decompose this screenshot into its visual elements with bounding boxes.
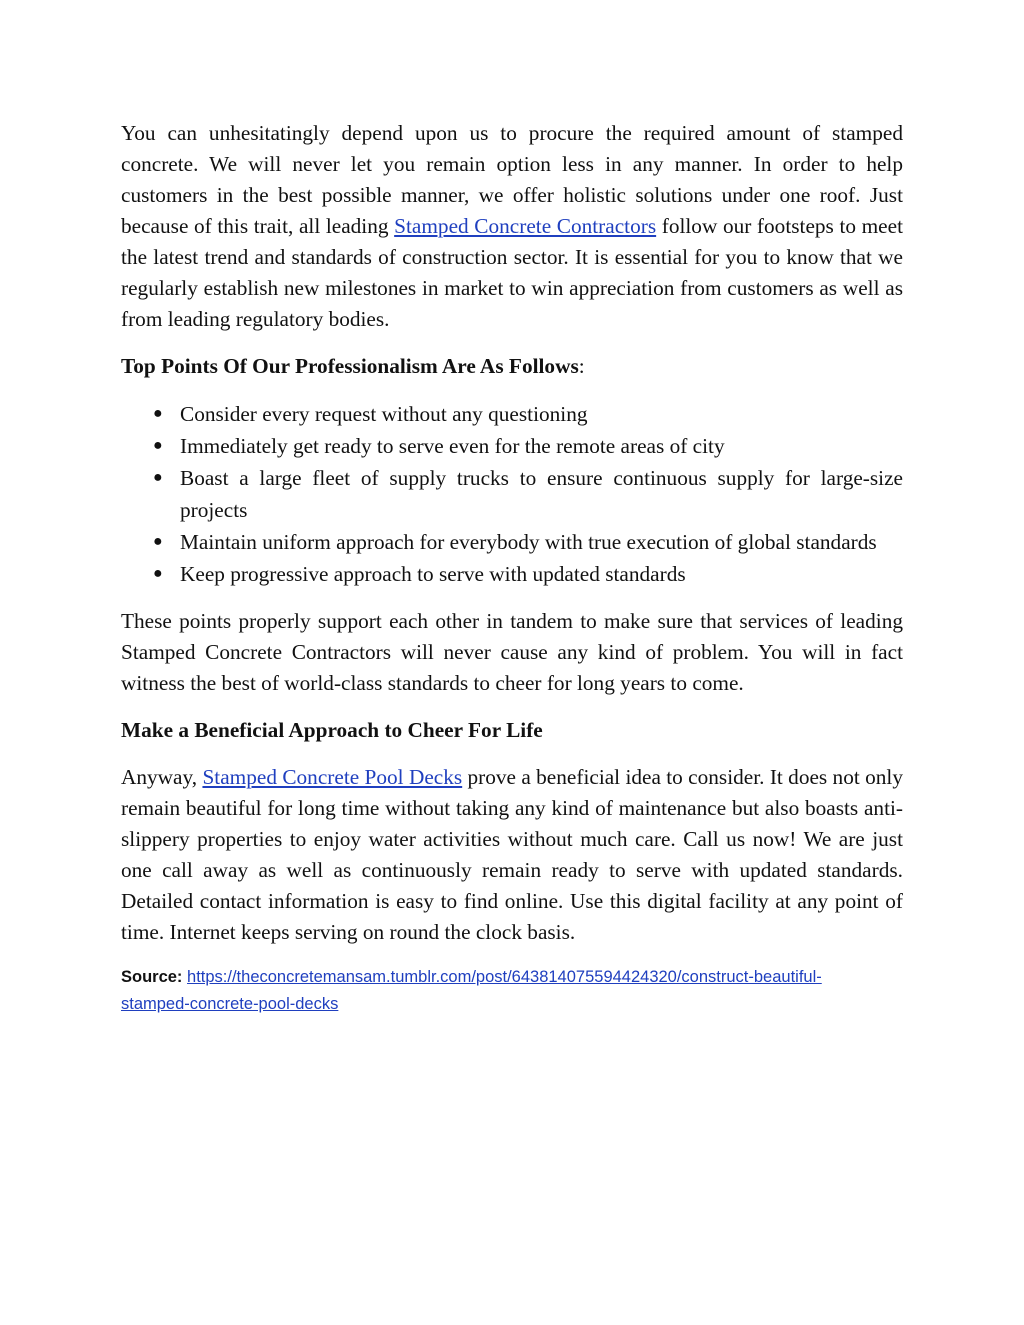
list-item-text: Keep progressive approach to serve with updated standards [180,562,686,586]
list-item [121,462,903,526]
source-label: Source: [121,968,183,986]
source-citation [121,964,903,1018]
bullet-icon: ● [153,405,163,422]
intro-text-end: follow our footsteps to meet the latest trend and standards of construction sector. It is essential for you to know that we regularly establish new milestones in market to win appreciation from customers as well as from leading regulatory bodies. [121,214,903,331]
list-item-text: Maintain uniform approach for everybody with true execution of global standards [180,530,877,554]
source-url-line2: stamped-concrete-pool-decks [121,995,339,1013]
bullet-icon: ● [153,437,163,454]
list-item-text: Immediately get ready to serve even for the remote areas of city [180,434,725,458]
list-item [121,526,903,558]
bullet-icon: ● [153,565,163,582]
beneficial-paragraph [121,762,903,948]
professionalism-heading-text: Top Points Of Our Professionalism Are As Follows [121,354,579,378]
beneficial-heading: Make a Beneficial Approach to Cheer For Life [121,718,543,742]
stamped-concrete-contractors-link[interactable]: Stamped Concrete Contractors [394,214,657,238]
professionalism-list [121,398,903,590]
list-item [121,558,903,590]
stamped-concrete-pool-decks-link[interactable]: Stamped Concrete Pool Decks [202,765,463,789]
source-url-line1: https://theconcretemansam.tumblr.com/post/643814075594424320/construct-beautiful- [187,968,822,986]
bullet-icon: ● [153,469,163,486]
source-url-link[interactable] [121,968,822,1013]
list-item-text: Boast a large fleet of supply trucks to ensure continuous supply for large-size projects [180,466,903,522]
document-page [121,118,903,1018]
list-item [121,430,903,462]
professionalism-heading [121,351,903,382]
professionalism-heading-colon: : [578,354,585,378]
support-paragraph: These points properly support each other in tandem to make sure that services of leading Stamped Concrete Contractors will never cause any kind of problem. You will in fact witness the best of world-class standards to cheer for long years to come. [121,609,903,695]
list-item-text: Consider every request without any questioning [180,402,588,426]
list-item [121,398,903,430]
intro-paragraph [121,118,903,335]
beneficial-text-end: prove a beneficial idea to consider. It does not only remain beautiful for long time without taking any kind of maintenance but also boasts anti-slippery properties to enjoy water activities without much care. Call us now! We are just one call away as well as continuously remain ready to serve with updated standards. Detailed contact information is easy to find online. Use this digital facility at any point of time. Internet keeps serving on round the clock basis. [121,765,903,944]
intro-text-start: You can unhesitatingly depend upon us to procure the required amount of stamped concrete. We will never let you remain option less in any manner. In order to help customers in the best possible manner, we offer holistic solutions under one roof. Just because of this trait, all leading [121,121,903,238]
bullet-icon: ● [153,533,163,550]
beneficial-text-start: Anyway, [121,765,203,789]
